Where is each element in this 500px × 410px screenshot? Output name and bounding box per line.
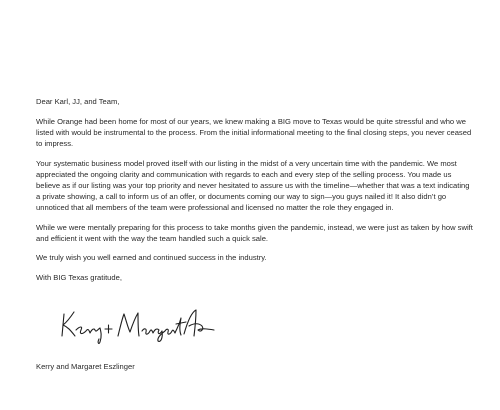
- signer-name: Kerry and Margaret Eszlinger: [36, 362, 135, 371]
- letter-closing: With BIG Texas gratitude,: [36, 273, 122, 283]
- letter-body: [36, 96, 474, 292]
- letter-paragraph-4: We truly wish you well earned and continued success in the industry.: [36, 253, 267, 263]
- letter-salutation: Dear Karl, JJ, and Team,: [36, 97, 120, 106]
- handwritten-signature: [58, 306, 248, 346]
- letter-paragraph-1: While Orange had been home for most of our years, we knew making a BIG move to Texas would be quite stressful and who we listed with would be instrumental to the process. From the initial informational meeting to the final closing steps, you never ceased to impress.: [36, 116, 472, 148]
- letter-paragraph-2: Your systematic business model proved itself with our listing in the midst of a very uncertain time with the pandemic. We most appreciated the ongoing clarity and communication with regards to each and every step of the selling process. You made us believe as if our listing was your top priority and never hesitated to assure us with the timeline—whether that was a text indicating a private showing, a call to inform us of an offer, or documents coming our way to sign—you guys nailed it! It also didn’t go unnoticed that all members of the team were professional and licensed no matter the role they engaged in.: [36, 158, 470, 212]
- letter-paragraph-3: While we were mentally preparing for this process to take months given the pandemic, instead, we were just as taken by how swift and efficient it went with the way the team handled such a quick sale.: [36, 222, 473, 243]
